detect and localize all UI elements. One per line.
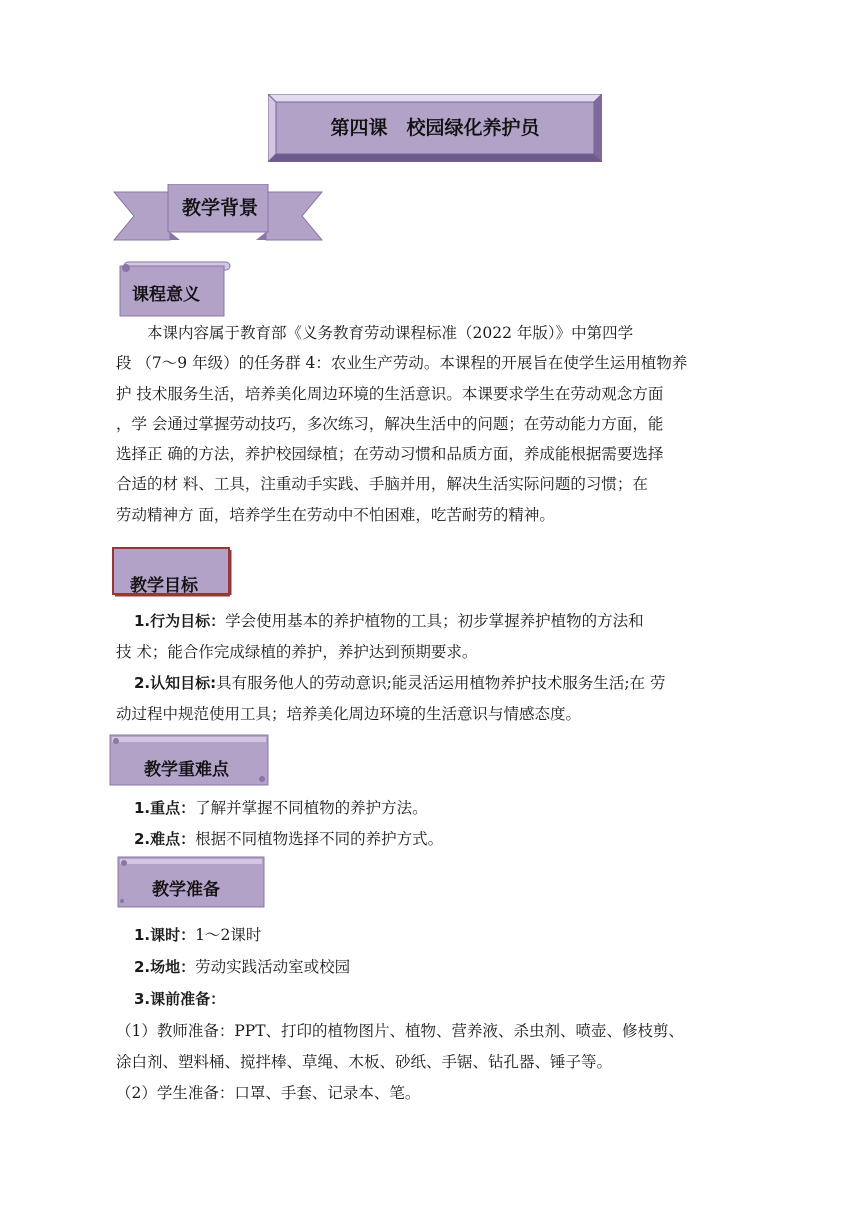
preparation-item — [116, 984, 756, 1015]
teacher-preparation-line: 涂白剂、塑料桶、搅拌棒、草绳、木板、砂纸、手锯、钻孔器、锤子等。 — [116, 1053, 613, 1071]
text-line: 劳动精神方 面，培养学生在劳动中不怕困难，吃苦耐劳的精神。 — [116, 505, 555, 524]
objectives-heading: 教学目标 — [130, 576, 198, 596]
student-preparation-line: （2）学生准备：口罩、手套、记录本、笔。 — [116, 1084, 421, 1102]
text-line: ，学 会通过掌握劳动技巧，多次练习，解决生活中的问题；在劳动能力方面，能 — [116, 414, 664, 433]
background-ribbon — [112, 184, 324, 246]
keypoint-item — [116, 793, 756, 824]
preparation-label: 2.场地： — [134, 958, 196, 976]
teacher-preparation-line: （1）教师准备：PPT、打印的植物图片、植物、营养液、杀虫剂、喷壶、修枝剪、 — [116, 1022, 685, 1040]
objective-text: 具有服务他人的劳动意识;能灵活运用植物养护技术服务生活;在 劳 — [216, 674, 666, 692]
keypoint-text: 根据不同植物选择不同的养护方式。 — [195, 830, 444, 848]
preparation-item — [116, 920, 756, 951]
text-line: 本课内容属于教育部《义务教育劳动课程标准（2022 年版）》中第四学 — [147, 324, 634, 342]
keypoints-heading: 教学重难点 — [144, 760, 229, 780]
preparation-label: 3.课前准备： — [134, 990, 226, 1008]
keypoint-item — [116, 824, 756, 855]
objectives-box — [112, 547, 232, 597]
significance-heading: 课程意义 — [132, 285, 200, 305]
page-title: 第四课 校园绿化养护员 — [330, 117, 540, 139]
text-line: 护 技术服务生活，培养美化周边环境的生活意识。本课要求学生在劳动观念方面 — [116, 384, 664, 403]
keypoint-text: 了解并掌握不同植物的养护方法。 — [195, 799, 428, 817]
preparation-item — [116, 952, 756, 983]
preparation-text: 劳动实践活动室或校园 — [195, 958, 351, 976]
significance-paragraph — [116, 318, 746, 530]
keypoints-scroll — [106, 731, 272, 787]
objective-text: 动过程中规范使用工具；培养美化周边环境的生活意识与情感态度。 — [116, 705, 582, 723]
significance-scroll — [118, 258, 232, 318]
background-heading: 教学背景 — [181, 197, 258, 219]
title-plaque — [268, 94, 602, 162]
keypoint-label: 1.重点： — [134, 799, 196, 817]
objective-label: 1.行为目标： — [134, 612, 226, 630]
preparation-label: 1.课时： — [134, 926, 196, 944]
objective-item — [116, 668, 756, 730]
preparation-scroll — [114, 853, 266, 909]
keypoint-label: 2.难点： — [134, 830, 196, 848]
objective-text: 学会使用基本的养护植物的工具；初步掌握养护植物的方法和 — [225, 612, 644, 630]
text-line: 合适的材 料、工具，注重动手实践、手脑并用，解决生活实际问题的习惯；在 — [116, 475, 648, 494]
preparation-text: 1～2课时 — [195, 926, 262, 944]
objective-item — [116, 606, 756, 668]
objective-label: 2.认知目标: — [134, 674, 217, 692]
text-line: 选择正 确的方法，养护校园绿植；在劳动习惯和品质方面，养成能根据需要选择 — [116, 445, 664, 464]
text-line: 段 （7～9 年级）的任务群 4：农业生产劳动。本课程的开展旨在使学生运用植物养 — [116, 354, 688, 373]
student-preparation — [116, 1078, 756, 1109]
teacher-preparation — [116, 1016, 756, 1078]
objective-text: 技 术；能合作完成绿植的养护，养护达到预期要求。 — [116, 643, 478, 661]
preparation-heading: 教学准备 — [152, 880, 220, 900]
